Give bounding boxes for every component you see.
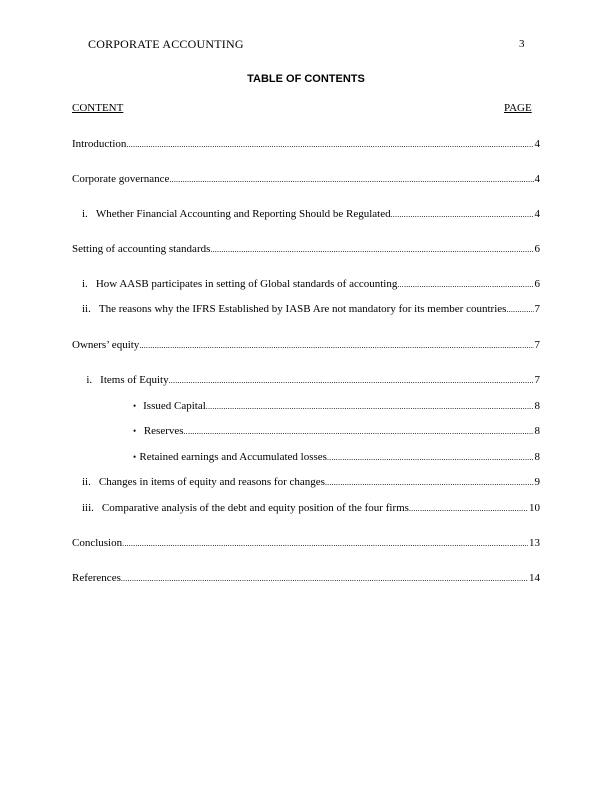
dot-leader — [121, 574, 528, 583]
toc-page-heading: PAGE — [504, 102, 532, 114]
toc-entry-page: 8 — [534, 451, 540, 463]
dot-leader — [206, 402, 534, 411]
toc-entry-label: Whether Financial Accounting and Reporting Should be Regulated — [95, 208, 391, 220]
toc-entry-label: Setting of accounting standards — [72, 243, 211, 255]
toc-entry-items-of-equity[interactable] — [82, 374, 540, 386]
running-head: CORPORATE ACCOUNTING — [88, 37, 244, 51]
dot-leader — [169, 376, 534, 385]
dot-leader — [325, 478, 534, 487]
toc-entry-changes-equity[interactable] — [82, 476, 540, 488]
toc-entry-label: The reasons why the IFRS Established by IASB Are not mandatory for its member countries — [98, 303, 507, 315]
toc-entry-retained-earnings[interactable] — [133, 451, 540, 463]
dot-leader — [122, 539, 528, 548]
toc-entry-page: 10 — [529, 502, 540, 514]
toc-entry-number: i. — [82, 278, 88, 290]
toc-entry-label: How AASB participates in setting of Global standards of accounting — [95, 278, 398, 290]
toc-entry-label: References — [72, 572, 121, 584]
toc-entry-page: 4 — [534, 208, 540, 220]
toc-entry-label: Corporate governance — [72, 173, 170, 185]
toc-entry-setting-standards[interactable] — [72, 243, 540, 255]
bullet-icon: • — [133, 426, 137, 436]
toc-entry-introduction[interactable] — [72, 138, 540, 150]
dot-leader — [169, 175, 533, 184]
toc-entry-number: iii. — [82, 502, 94, 514]
toc-entry-page: 4 — [534, 138, 540, 150]
toc-entry-regulation[interactable] — [82, 208, 540, 220]
toc-entry-label: Comparative analysis of the debt and equity position of the four firms — [101, 502, 409, 514]
toc-entry-page: 13 — [529, 537, 540, 549]
dot-leader — [210, 245, 533, 254]
dot-leader — [397, 280, 533, 289]
toc-entry-comparative-analysis[interactable] — [82, 502, 540, 514]
toc-content-heading: CONTENT — [72, 102, 124, 114]
toc-entry-label: Introduction — [72, 138, 127, 150]
toc-entry-reserves[interactable] — [133, 425, 540, 437]
toc-entry-label: Conclusion — [72, 537, 123, 549]
toc-entry-number: ii. — [82, 476, 91, 488]
toc-entry-label: Changes in items of equity and reasons for changes — [98, 476, 325, 488]
page-number: 3 — [519, 38, 525, 50]
toc-entry-number: ii. — [82, 303, 91, 315]
toc-entry-references[interactable] — [72, 572, 540, 584]
toc-entry-page: 9 — [534, 476, 540, 488]
toc-entry-page: 6 — [534, 243, 540, 255]
toc-entry-label: Owners’ equity — [72, 339, 140, 351]
toc-entry-number: i. — [86, 374, 93, 386]
toc-entry-label: Retained earnings and Accumulated losses — [139, 451, 327, 463]
toc-entry-issued-capital[interactable] — [133, 400, 540, 412]
toc-entry-owners-equity[interactable] — [72, 339, 540, 351]
toc-entry-conclusion[interactable] — [72, 537, 540, 549]
dot-leader — [409, 504, 528, 513]
toc-entry-corporate-governance[interactable] — [72, 173, 540, 185]
toc-entry-label: Issued Capital — [143, 400, 206, 412]
dot-leader — [327, 453, 534, 462]
toc-entry-label: Reserves — [143, 425, 184, 437]
toc-entry-page: 6 — [534, 278, 540, 290]
dot-leader — [139, 341, 533, 350]
dot-leader — [506, 305, 533, 314]
toc-title: TABLE OF CONTENTS — [247, 73, 365, 85]
dot-leader — [126, 140, 533, 149]
toc-entry-page: 8 — [534, 425, 540, 437]
toc-entry-number: i. — [82, 208, 88, 220]
toc-entry-page: 8 — [534, 400, 540, 412]
bullet-icon: • — [133, 452, 137, 462]
toc-entry-page: 7 — [534, 339, 540, 351]
toc-entry-page: 14 — [529, 572, 540, 584]
dot-leader — [391, 210, 534, 219]
toc-entry-aasb[interactable] — [82, 278, 540, 290]
bullet-icon: • — [133, 401, 137, 411]
toc-entry-ifrs[interactable] — [82, 303, 540, 315]
toc-entry-page: 7 — [534, 303, 540, 315]
toc-entry-page: 4 — [534, 173, 540, 185]
toc-entry-label: Items of Equity — [100, 374, 169, 386]
dot-leader — [184, 427, 534, 436]
toc-entry-page: 7 — [534, 374, 540, 386]
